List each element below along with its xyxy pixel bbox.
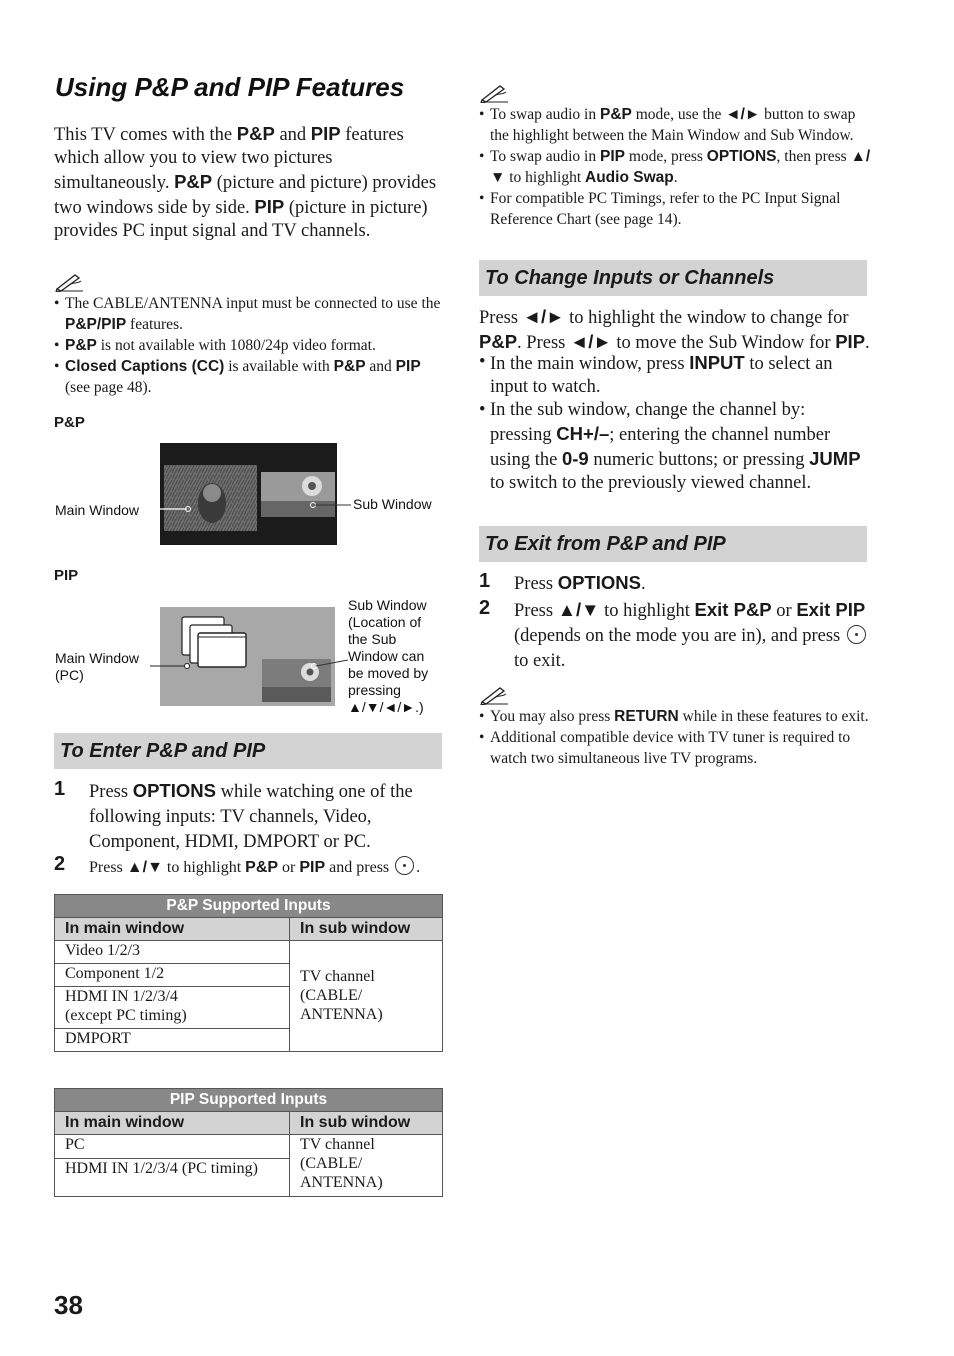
change-section-header: To Change Inputs or Channels (479, 260, 867, 296)
pip-sub-leader-line (308, 658, 350, 678)
table-cell: HDMI IN 1/2/3/4 (PC timing) (55, 1158, 290, 1196)
enter-step-2: Press ▲/▼ to highlight P&P or PIP and press . (89, 856, 449, 879)
pip-main-leader-line (150, 657, 192, 677)
note-pencil-icon (480, 83, 510, 103)
step-number: 1 (479, 570, 491, 592)
pp-main-window-callout: Main Window (55, 502, 140, 518)
tiger-image (164, 465, 257, 531)
notes-list (479, 706, 871, 769)
table-cell: Video 1/2/3 (55, 941, 290, 964)
enter-step-1: Press OPTIONS while watching one of the following inputs: TV channels, Video, Component, HDMI, DMPORT or PC. (89, 780, 413, 852)
pp-sub-leader-line (305, 496, 353, 516)
step-number: 1 (54, 778, 66, 800)
notes-list (54, 293, 446, 398)
exit-section-header: To Exit from P&P and PIP (479, 526, 867, 562)
column-header: In main window (55, 1112, 290, 1135)
table-cell: HDMI IN 1/2/3/4 (except PC timing) (55, 987, 290, 1029)
page-title: Using P&P and PIP Features (55, 72, 405, 102)
exit-step-2: Press ▲/▼ to highlight Exit P&P or Exit PIP (depends on the mode you are in), and press to exit. (514, 599, 866, 671)
enter-section-header: To Enter P&P and PIP (54, 733, 442, 769)
change-bullet-list (479, 351, 864, 495)
pip-sub-window-callout: Sub Window (Location of the Sub Window can be moved by pressing ▲/▼/◄/►.) (348, 597, 429, 715)
note-item: • P&P is not available with 1080/24p video format. (54, 335, 446, 356)
note-item: • To swap audio in PIP mode, press OPTIONS, then press ▲/▼ to highlight Audio Swap. (479, 146, 871, 188)
step-number: 2 (479, 597, 491, 619)
intro-paragraph: This TV comes with the P&P and PIP features which allow you to view two pictures simultaneously. P&P (picture and picture) provides two windows side by side. PIP (picture in picture) provides PC input signal and TV channels. (54, 123, 437, 241)
note-item: • Additional compatible device with TV tuner is required to watch two simultaneous live TV programs. (479, 727, 871, 769)
column-header: In main window (55, 918, 290, 941)
exit-step-1: Press OPTIONS. (514, 572, 646, 594)
column-header: In sub window (290, 1112, 443, 1135)
pip-supported-inputs-table (54, 1088, 443, 1197)
note-pencil-icon (480, 685, 510, 705)
table-cell: DMPORT (55, 1029, 290, 1052)
table-cell: PC (55, 1135, 290, 1159)
table-caption: PIP Supported Inputs (55, 1089, 443, 1112)
note-item: • For compatible PC Timings, refer to the PC Input Signal Reference Chart (see page 14). (479, 188, 871, 230)
pip-diagram-label: PIP (54, 567, 79, 584)
pp-sub-window-callout: Sub Window (353, 496, 432, 512)
table-cell: Component 1/2 (55, 964, 290, 987)
pp-screen-illustration (160, 443, 337, 545)
note-pencil-icon (55, 272, 85, 292)
change-paragraph: Press ◄/► to highlight the window to change for P&P. Press ◄/► to move the Sub Window for PIP. (479, 306, 870, 353)
note-item: • To swap audio in P&P mode, use the ◄/► button to swap the highlight between the Main Window and Sub Window. (479, 104, 871, 146)
list-item: • In the sub window, change the channel by: pressing CH+/–; entering the channel number using the 0-9 numeric buttons; or pressing JUMP to switch to the previously viewed channel. (479, 399, 864, 495)
step-number: 2 (54, 853, 66, 875)
note-item: • You may also press RETURN while in these features to exit. (479, 706, 871, 727)
enter-button-icon (847, 625, 866, 644)
table-caption: P&P Supported Inputs (55, 895, 443, 918)
table-cell: TV channel (CABLE/ ANTENNA) (290, 941, 443, 1052)
table-cell: TV channel (CABLE/ ANTENNA) (290, 1135, 443, 1197)
pip-main-window-callout: Main Window (PC) (55, 650, 140, 683)
pp-diagram-label: P&P (54, 414, 85, 431)
enter-button-icon (395, 856, 414, 875)
page-number: 38 (54, 1290, 83, 1320)
list-item: • In the main window, press INPUT to select an input to watch. (479, 351, 864, 399)
note-item: • Closed Captions (CC) is available with P&P and PIP (see page 48). (54, 356, 446, 398)
pp-main-leader-line (150, 500, 192, 520)
note-item: • The CABLE/ANTENNA input must be connected to use the P&P/PIP features. (54, 293, 446, 335)
notes-list (479, 104, 871, 230)
column-header: In sub window (290, 918, 443, 941)
pp-supported-inputs-table (54, 894, 443, 1052)
